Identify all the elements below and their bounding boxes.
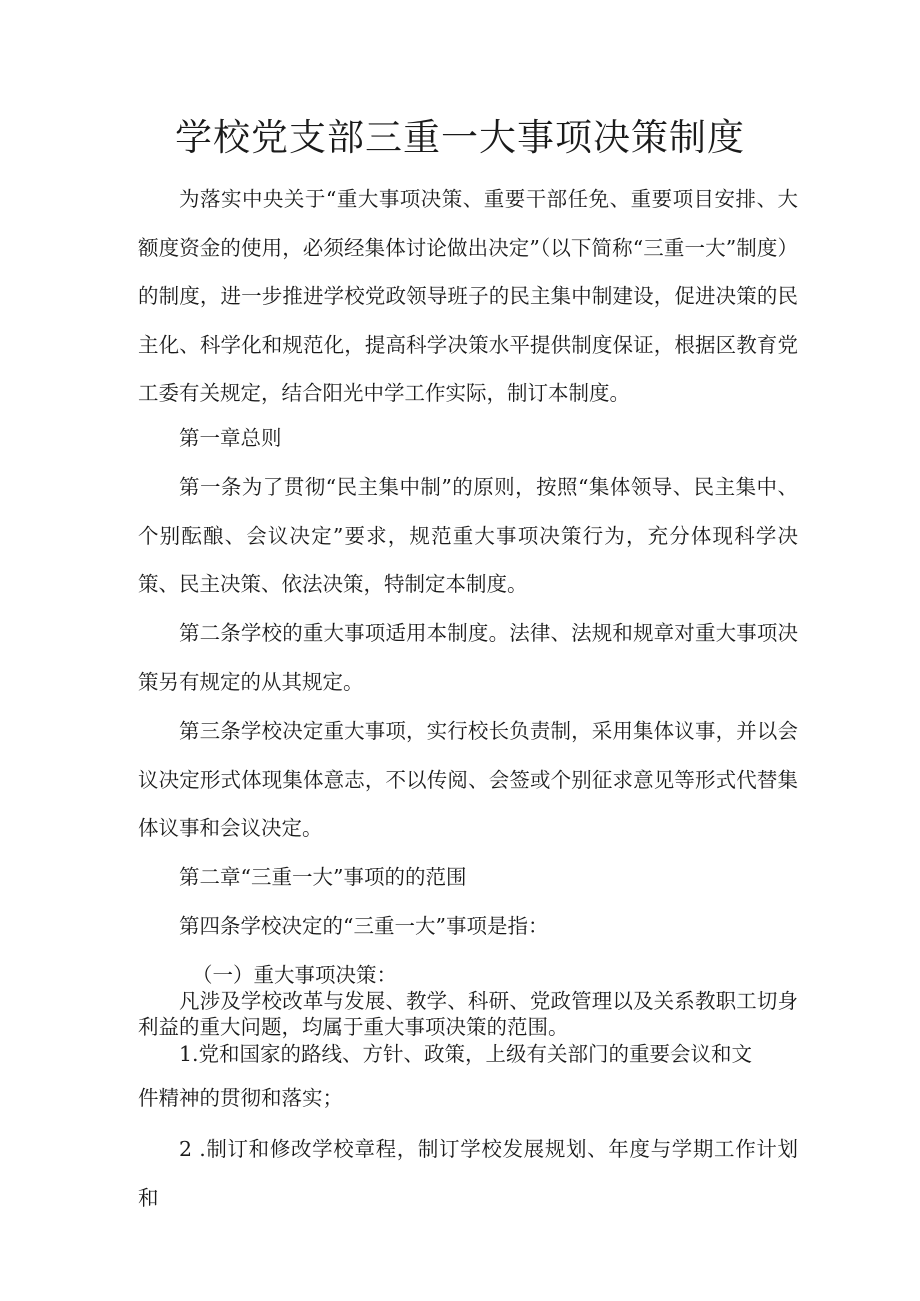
section-1-heading: （一）重大事项决策： (192, 963, 397, 987)
article-4-paragraph: 第四条学校决定的“三重一大”事项是指： (179, 914, 549, 938)
item-1-line-1: 1.党和国家的路线、方针、政策，上级有关部门的重要会议和文 (179, 1042, 753, 1066)
article-3-paragraph: 第三条学校决定重大事项，实行校长负责制，采用集体议事，并以会议决定形式体现集体意志，不以传阅、会签或个别征求意见等形式代替集体议事和会议决定。 (138, 719, 798, 840)
section-1-paragraph: 凡涉及学校改革与发展、教学、科研、党政管理以及关系教职工切身利益的重大问题，均属于重大事项决策的范围。 (138, 989, 798, 1039)
document-title: 学校党支部三重一大事项决策制度 (175, 116, 745, 159)
chapter-1-heading: 第一章总则 (179, 426, 282, 450)
item-2-paragraph: 2 .制订和修改学校章程，制订学校发展规划、年度与学期工作计划和 (138, 1137, 798, 1210)
chapter-2-heading: 第二章“三重一大”事项的的范围 (179, 865, 467, 889)
intro-paragraph: 为落实中央关于“重大事项决策、重要干部任免、重要项目安排、大额度资金的使用，必须经集体讨论做出决定”（以下简称“三重一大”制度）的制度，进一步推进学校党政领导班子的民主集中制建设，促进决策的民主化、科学化和规范化，提高科学决策水平提供制度保证，根据区教育党工委有关规定，结合阳光中学工作实际，制订本制度。 (138, 187, 798, 405)
article-2-paragraph: 第二条学校的重大事项适用本制度。法律、法规和规章对重大事项决策另有规定的从其规定。 (138, 621, 798, 694)
article-1-paragraph: 第一条为了贯彻“民主集中制”的原则，按照“集体领导、民主集中、个别酝酿、会议决定”要求，规范重大事项决策行为，充分体现科学决策、民主决策、依法决策，特制定本制度。 (138, 475, 798, 596)
item-1-line-2: 件精神的贯彻和落实； (138, 1086, 343, 1110)
